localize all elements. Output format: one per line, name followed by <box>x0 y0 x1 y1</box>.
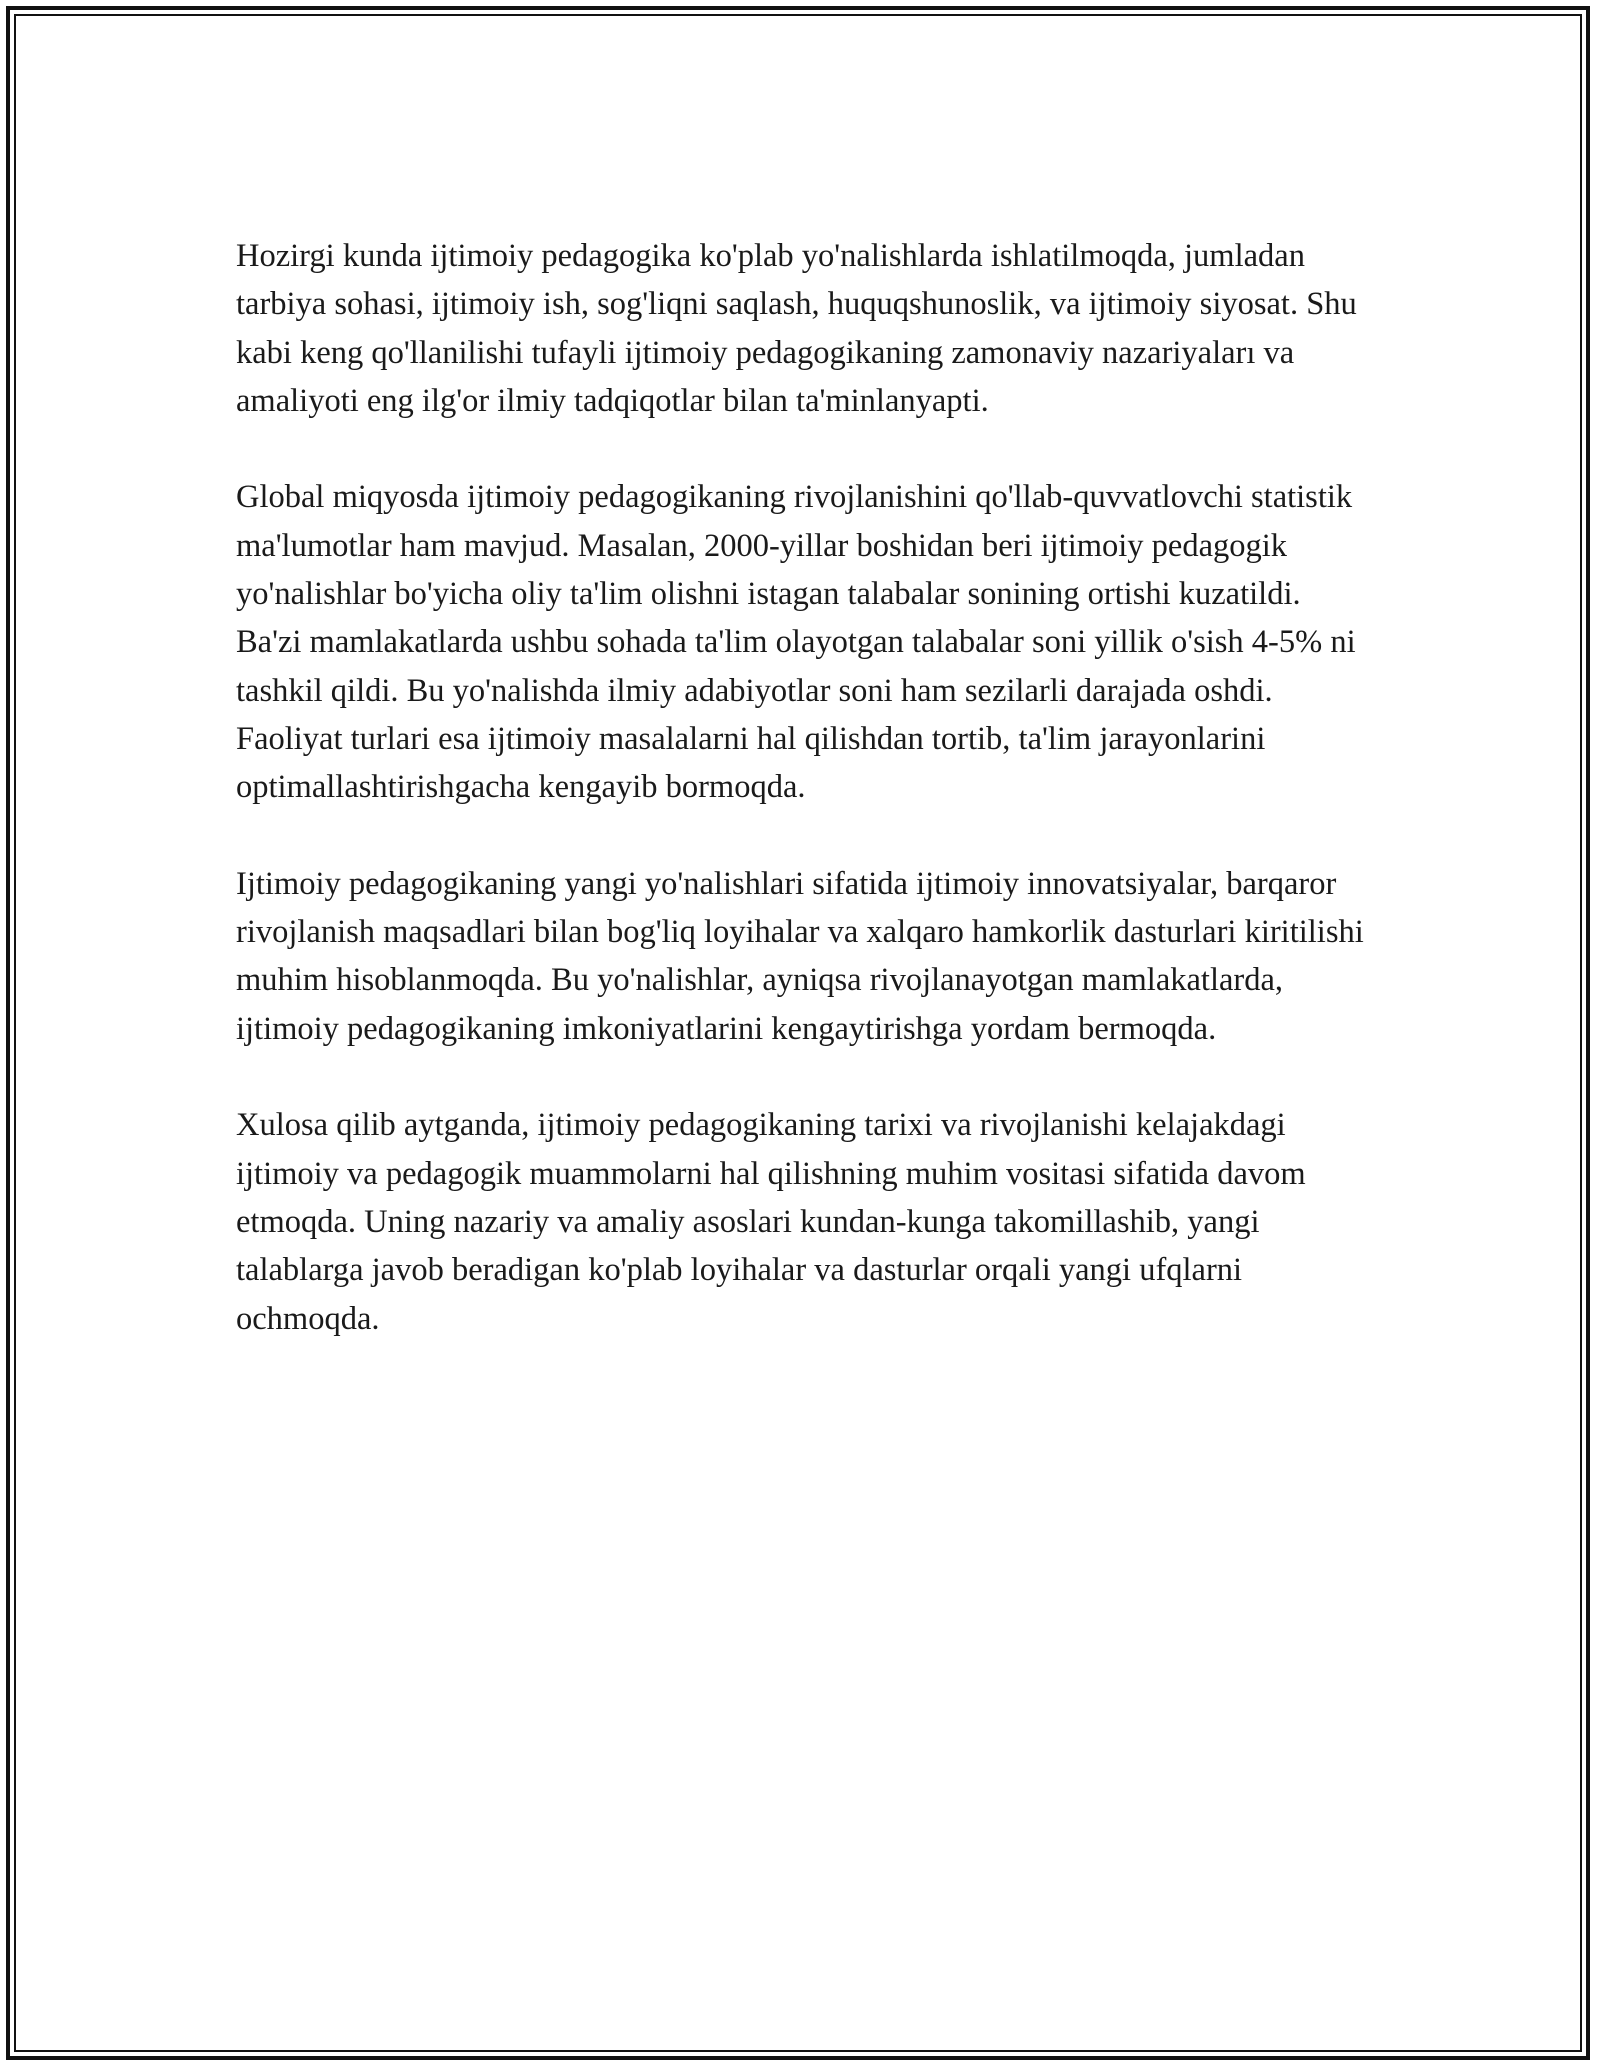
paragraph-2: Global miqyosda ijtimoiy pedagogikaning rivojlanishini qo'llab-quvvatlovchi statistik ma'lumotlar ham mavjud. Masalan, 2000-yillar boshidan beri ijtimoiy pedagogik yo'nalishlar bo'yicha oliy ta'lim olishni istagan talabalar sonining ortishi kuzatildi. Ba'zi mamlakatlarda ushbu sohada ta'lim olayotgan talabalar soni yillik o'sish 4-5% ni tashkil qildi. Bu yo'nalishda ilmiy adabiyotlar soni ham sezilarli darajada oshdi. Faoliyat turlari esa ijtimoiy masalalarni hal qilishdan tortib, ta'lim jarayonlarini optimallashtirishgacha kengayib bormoqda. <box>236 479 1356 806</box>
document-body <box>236 232 1366 1391</box>
paragraph-4: Xulosa qilib aytganda, ijtimoiy pedagogikaning tarixi va rivojlanishi kelajakdagi ijtimoiy va pedagogik muammolarni hal qilishning muhim vositasi sifatida davom etmoqda. Uning nazariy va amaliy asoslari kundan-kunga takomillashib, yangi talablarga javob beradigan ko'plab loyihalar va dasturlar orqali yangi ufqlarni ochmoqda. <box>236 1107 1306 1337</box>
paragraph-3: Ijtimoiy pedagogikaning yangi yo'nalishlari sifatida ijtimoiy innovatsiyalar, barqaror rivojlanish maqsadlari bilan bog'liq loyihalar va xalqaro hamkorlik dasturlari kiritilishi muhim hisoblanmoqda. Bu yo'nalishlar, ayniqsa rivojlanayotgan mamlakatlarda, ijtimoiy pedagogikaning imkoniyatlarini kengaytirishga yordam bermoqda. <box>236 865 1364 1047</box>
paragraph-1: Hozirgi kunda ijtimoiy pedagogika ko'plab yo'nalishlarda ishlatilmoqda, jumladan tarbiya sohasi, ijtimoiy ish, sog'liqni saqlash, huquqshunoslik, va ijtimoiy siyosat. Shu kabi keng qo'llanilishi tufayli ijtimoiy pedagogikaning zamonaviy nazariyaları va amaliyoti eng ilg'or ilmiy tadqiqotlar bilan ta'minlanyapti. <box>236 238 1357 419</box>
